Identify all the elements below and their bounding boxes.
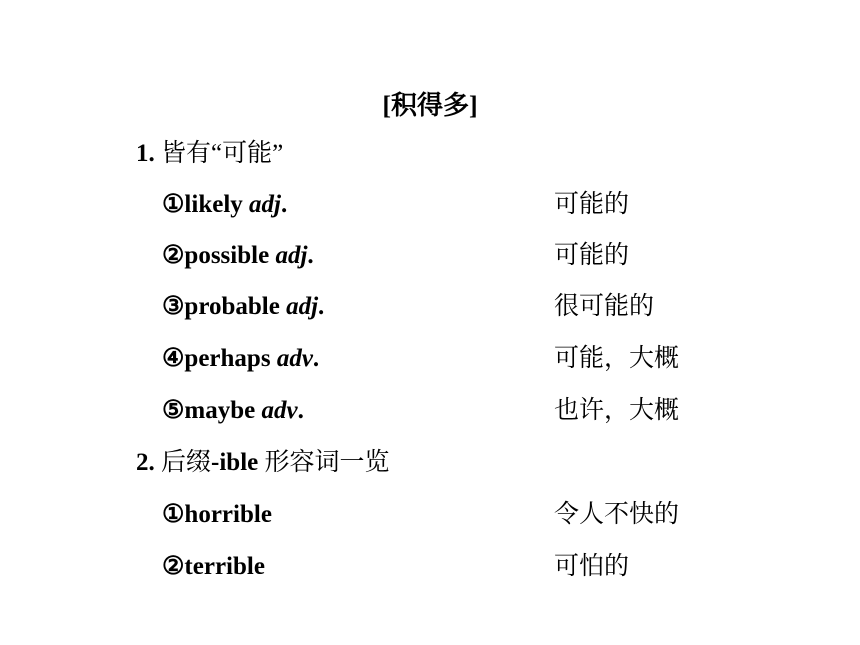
vocab-entry-maybe <box>162 394 722 428</box>
vocab-meaning: 可怕的 <box>554 553 630 580</box>
vocab-word: ②terrible <box>162 553 265 580</box>
vocab-word: ①likely adj. <box>162 191 288 218</box>
section-1-heading <box>136 137 283 171</box>
section-2-number: 2. <box>136 449 155 476</box>
vocab-word: ④perhaps adv. <box>162 345 320 372</box>
section-2-title-after: 形容词一览 <box>264 449 390 476</box>
vocab-meaning: 可能的 <box>554 242 630 269</box>
vocab-entry-probable <box>162 290 722 324</box>
section-1-title: 皆有“可能” <box>161 140 284 167</box>
vocab-meaning: 令人不快的 <box>554 501 680 528</box>
vocab-entry-perhaps <box>162 342 722 376</box>
vocab-word: ⑤maybe adv. <box>162 397 304 424</box>
vocab-entry-possible <box>162 239 722 273</box>
vocab-entry-terrible <box>162 550 722 584</box>
vocab-entry-horrible <box>162 498 722 532</box>
section-2-heading <box>136 446 390 480</box>
section-1-number: 1. <box>136 140 155 167</box>
vocab-word: ③probable adj. <box>162 293 325 320</box>
slide-title: [积得多] <box>382 91 478 120</box>
section-2-title-suffix: -ible <box>211 449 259 476</box>
vocab-entry-likely <box>162 188 722 222</box>
section-2-title-before: 后缀 <box>161 449 212 476</box>
vocab-meaning: 很可能的 <box>554 293 655 320</box>
vocab-meaning: 可能的 <box>554 191 630 218</box>
vocab-meaning: 也许，大概 <box>554 397 680 424</box>
vocab-word: ①horrible <box>162 501 272 528</box>
vocab-meaning: 可能，大概 <box>554 345 680 372</box>
vocab-word: ②possible adj. <box>162 242 314 269</box>
